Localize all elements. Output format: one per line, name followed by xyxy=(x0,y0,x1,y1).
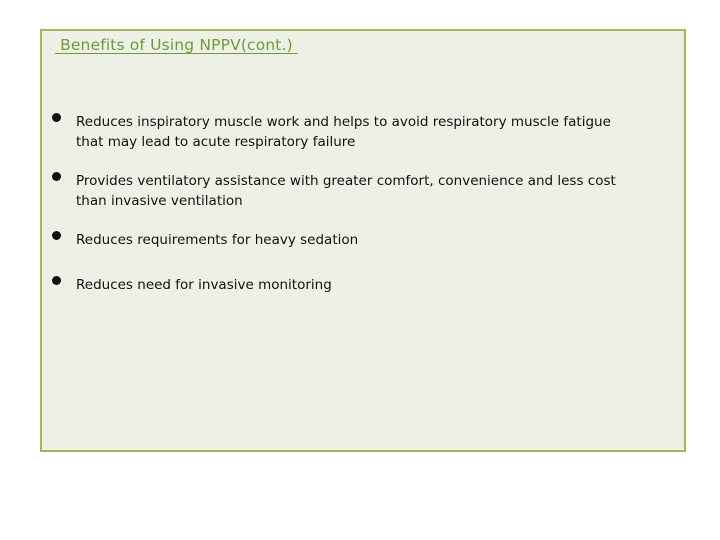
slide-title: Benefits of Using NPPV(cont.) xyxy=(55,36,298,54)
bullet-text: Reduces requirements for heavy sedation xyxy=(76,232,359,248)
bullet-dot-icon xyxy=(52,113,61,122)
list-item xyxy=(50,171,650,211)
list-item xyxy=(50,275,650,295)
bullet-text: Reduces need for invasive monitoring xyxy=(76,277,332,293)
list-item xyxy=(50,112,650,152)
bullet-dot-icon xyxy=(52,276,61,285)
bullet-dot-icon xyxy=(52,231,61,240)
bullet-list xyxy=(50,112,650,295)
bullet-text: Provides ventilatory assistance with greater comfort, convenience and less cost than invasive ventilation xyxy=(76,173,616,209)
bullet-text: Reduces inspiratory muscle work and helps to avoid respiratory muscle fatigue that may lead to acute respiratory failure xyxy=(76,114,611,150)
bullet-dot-icon xyxy=(52,172,61,181)
list-item xyxy=(50,230,650,250)
